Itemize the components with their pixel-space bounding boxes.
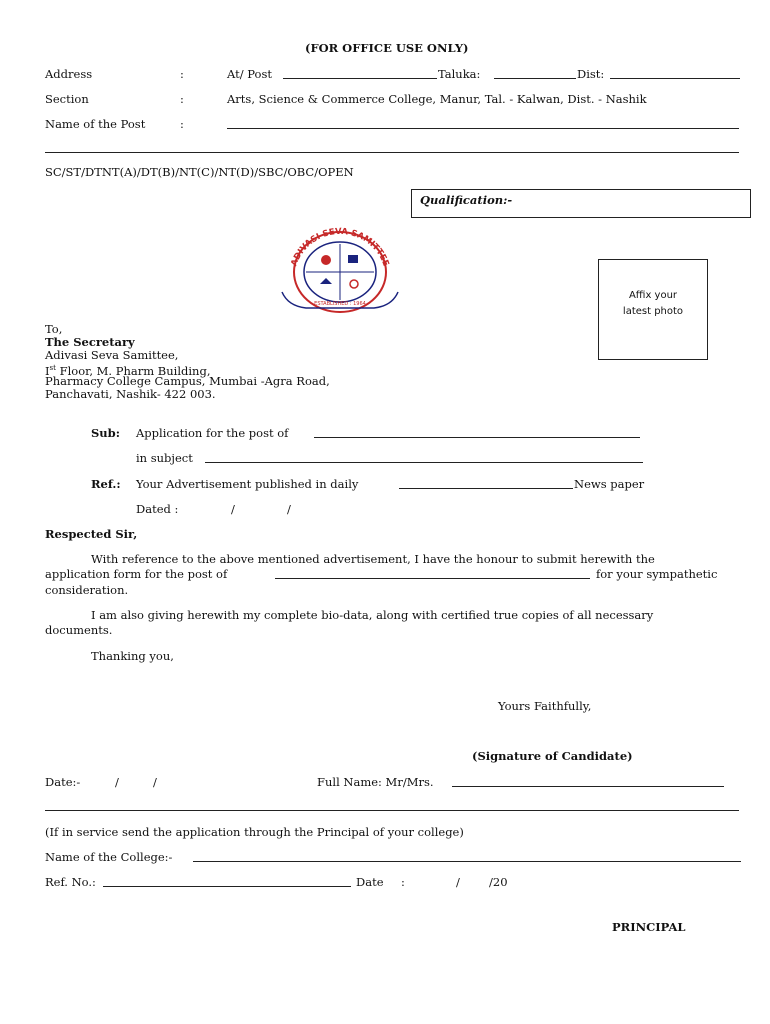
recipient-title: The Secretary bbox=[45, 335, 135, 349]
ref-text: Your Advertisement published in daily bbox=[136, 477, 359, 491]
section-label: Section bbox=[45, 92, 89, 106]
thanks-line: Thanking you, bbox=[91, 649, 174, 663]
ref-label: Ref.: bbox=[91, 477, 121, 491]
dated-slash-1: / bbox=[231, 502, 235, 516]
section-value: Arts, Science & Commerce College, Manur, Tal. - Kalwan, Dist. - Nashik bbox=[227, 92, 647, 106]
photo-box[interactable] bbox=[598, 259, 708, 360]
recipient-line2: Ist Floor, M. Pharm Building, bbox=[45, 363, 211, 378]
sub-post-field[interactable] bbox=[314, 437, 640, 438]
name-of-post-field[interactable] bbox=[227, 128, 739, 129]
in-subject-label: in subject bbox=[136, 451, 193, 465]
in-subject-field[interactable] bbox=[205, 462, 643, 463]
dated-label: Dated : bbox=[136, 502, 179, 516]
college-name-field[interactable] bbox=[193, 861, 741, 862]
full-name-label: Full Name: Mr/Mrs. bbox=[317, 775, 434, 789]
service-note: (If in service send the application through the Principal of your college) bbox=[45, 825, 464, 839]
at-post-field[interactable] bbox=[283, 78, 437, 79]
address-label: Address bbox=[45, 67, 93, 81]
samittee-logo bbox=[276, 222, 404, 316]
taluka-label: Taluka: bbox=[438, 67, 481, 81]
para1-post-field[interactable] bbox=[275, 578, 590, 579]
signature-label: (Signature of Candidate) bbox=[472, 749, 633, 763]
sub-text: Application for the post of bbox=[136, 426, 289, 440]
date-label: Date:- bbox=[45, 775, 81, 789]
logo-top-text: ADIVASI SEVA SAMITTEE bbox=[289, 226, 391, 268]
separator-line bbox=[45, 810, 739, 811]
principal-label: PRINCIPAL bbox=[612, 920, 686, 934]
office-use-heading: (FOR OFFICE USE ONLY) bbox=[305, 41, 469, 55]
ref-no-label: Ref. No.: bbox=[45, 875, 96, 889]
recipient-line1: Adivasi Seva Samittee, bbox=[45, 348, 179, 362]
sub-label: Sub: bbox=[91, 426, 120, 440]
section-colon: : bbox=[180, 92, 184, 106]
para1-line3: consideration. bbox=[45, 583, 129, 597]
dist-label: Dist: bbox=[577, 67, 605, 81]
to-label: To, bbox=[45, 322, 63, 336]
date-slash-1: / bbox=[115, 775, 119, 789]
address-colon: : bbox=[180, 67, 184, 81]
recipient-line3: Pharmacy College Campus, Mumbai -Agra Road, bbox=[45, 374, 330, 388]
logo-established: ESTABLISHED : 1964 bbox=[314, 301, 366, 307]
date-slash-2: / bbox=[153, 775, 157, 789]
dated-slash-2: / bbox=[287, 502, 291, 516]
recipient-line4: Panchavati, Nashik- 422 003. bbox=[45, 387, 216, 401]
date2-slash: / bbox=[456, 875, 460, 889]
category-options: SC/ST/DTNT(A)/DT(B)/NT(C)/NT(D)/SBC/OBC/OPEN bbox=[45, 165, 354, 179]
ref-no-field[interactable] bbox=[103, 886, 351, 887]
para2-line2: documents. bbox=[45, 623, 113, 637]
college-name-label: Name of the College:- bbox=[45, 850, 173, 864]
at-post-label: At/ Post bbox=[227, 67, 272, 81]
qualification-box[interactable] bbox=[411, 189, 751, 218]
date2-label: Date bbox=[356, 875, 384, 889]
taluka-field[interactable] bbox=[494, 78, 576, 79]
name-of-post-field-continued[interactable] bbox=[45, 152, 739, 153]
para2-line1: I am also giving herewith my complete bio-data, along with certified true copies of all necessary bbox=[91, 608, 654, 622]
name-of-post-colon: : bbox=[180, 117, 184, 131]
closing-line: Yours Faithfully, bbox=[498, 699, 592, 713]
qualification-label: Qualification:- bbox=[420, 193, 513, 207]
para1-line2-prefix: application form for the post of bbox=[45, 567, 228, 581]
photo-text-line2: latest photo bbox=[622, 306, 684, 317]
ref-daily-field[interactable] bbox=[399, 488, 573, 489]
name-of-post-label: Name of the Post bbox=[45, 117, 146, 131]
para1-line1: With reference to the above mentioned advertisement, I have the honour to submit herewith the bbox=[91, 552, 655, 566]
ref-suffix: News paper bbox=[574, 477, 645, 491]
dist-field[interactable] bbox=[610, 78, 740, 79]
photo-text-line1: Affix your bbox=[628, 290, 678, 301]
full-name-field[interactable] bbox=[452, 786, 724, 787]
para1-line2-suffix: for your sympathetic bbox=[596, 567, 718, 581]
date2-colon: : bbox=[401, 875, 405, 889]
salutation: Respected Sir, bbox=[45, 527, 138, 541]
date2-year: /20 bbox=[489, 875, 508, 889]
